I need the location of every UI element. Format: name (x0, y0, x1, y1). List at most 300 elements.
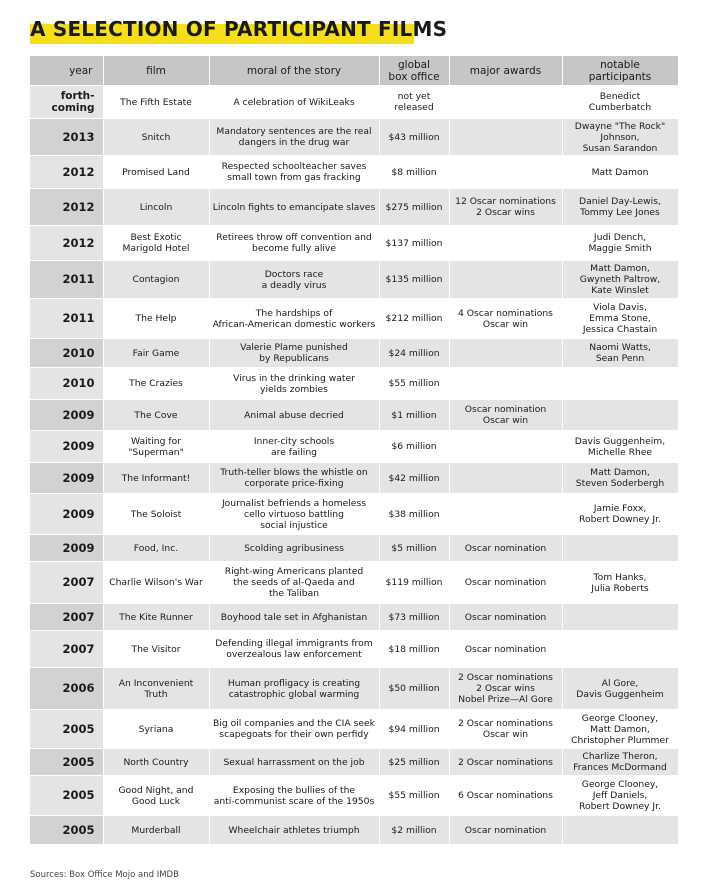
participants-cell-line: Matt Damon, (590, 467, 650, 478)
awards-cell-line: 2 Oscar nominations (458, 718, 553, 729)
table-row (30, 562, 678, 604)
table-row (30, 463, 678, 494)
table-row (30, 816, 678, 845)
box-office-cell-line: $73 million (388, 611, 440, 623)
year-cell-line: 2012 (62, 199, 95, 214)
participants-cell (562, 535, 678, 562)
moral-cell-line: Sexual harrassment on the job (223, 756, 365, 768)
film-cell (103, 299, 209, 339)
film-cell-line: Promised Land (122, 166, 190, 178)
year-cell (30, 226, 103, 261)
year-cell (30, 368, 103, 400)
film-cell-line: The Informant! (121, 472, 191, 484)
participants-cell (562, 86, 678, 119)
moral-cell-line: Big oil companies and the CIA seek (212, 718, 376, 729)
awards-cell-line: 6 Oscar nominations (458, 790, 553, 801)
film-cell (103, 816, 209, 845)
participants-cell (562, 368, 678, 400)
year-cell (30, 668, 103, 710)
year-cell-line: 2007 (62, 609, 95, 624)
moral-cell-line: Doctors race (264, 268, 324, 280)
year-cell-line: 2012 (62, 164, 95, 179)
table-row (30, 668, 678, 710)
participants-cell (562, 261, 678, 299)
box-office-cell-line: $137 million (385, 237, 443, 249)
film-cell-line: Fair Game (132, 347, 180, 359)
year-cell (30, 86, 103, 119)
awards-cell (449, 86, 562, 119)
box-office-cell (379, 156, 449, 189)
moral-cell (209, 494, 379, 535)
awards-cell-line: Nobel Prize—Al Gore (458, 694, 553, 705)
film-cell (103, 189, 209, 226)
participants-cell-line: Judi Dench, (593, 232, 647, 243)
box-office-cell (379, 339, 449, 368)
film-cell-line: Contagion (132, 274, 180, 285)
year-cell-line: 2005 (62, 754, 95, 769)
awards-cell (449, 463, 562, 494)
box-office-cell-line: $25 million (388, 756, 440, 768)
moral-cell (209, 431, 379, 463)
source-note: Sources: Box Office Mojo and IMDB (30, 870, 179, 880)
box-office-cell (379, 261, 449, 299)
moral-cell (209, 400, 379, 431)
table-row (30, 86, 678, 119)
participants-cell (562, 631, 678, 668)
year-cell (30, 339, 103, 368)
film-cell-line: Lincoln (139, 201, 173, 213)
table-row (30, 119, 678, 156)
moral-cell-line: A celebration of WikiLeaks (233, 96, 355, 108)
moral-cell-line: Animal abuse decried (244, 409, 344, 421)
participants-cell-line: George Clooney, (581, 712, 659, 724)
film-cell-line: Good Night, and (118, 784, 194, 796)
year-cell (30, 710, 103, 749)
box-office-cell (379, 816, 449, 845)
box-office-cell-line: $38 million (388, 508, 440, 520)
header-box-office (379, 56, 449, 86)
box-office-cell-line: $212 million (385, 313, 443, 324)
table-row (30, 368, 678, 400)
awards-cell-line: 2 Oscar wins (476, 207, 535, 218)
header-box-office-line: box office (388, 70, 440, 83)
box-office-cell-line: $6 million (391, 441, 437, 452)
box-office-cell-line: $50 million (388, 683, 440, 694)
participants-cell-line: Charlize Theron, (582, 751, 658, 762)
film-cell-line: The Soloist (130, 508, 182, 520)
table-row (30, 226, 678, 261)
film-cell-line: "Superman" (128, 446, 184, 458)
moral-cell-line: Exposing the bullies of the (232, 784, 356, 796)
participants-cell-line: George Clooney, (581, 779, 659, 790)
participants-cell (562, 463, 678, 494)
film-cell (103, 156, 209, 189)
moral-cell-line: social injustice (260, 519, 328, 531)
awards-cell-line: Oscar win (482, 729, 529, 740)
moral-cell-line: African-American domestic workers (212, 318, 376, 330)
moral-cell (209, 604, 379, 631)
awards-cell (449, 261, 562, 299)
year-cell-line: forth- (60, 90, 95, 102)
awards-cell-line: 2 Oscar wins (476, 683, 535, 694)
box-office-cell-line: $42 million (388, 472, 440, 484)
year-cell-line: 2012 (62, 235, 95, 250)
box-office-cell (379, 776, 449, 816)
film-cell-line: Murderball (131, 824, 181, 836)
film-cell-line: Good Luck (131, 795, 181, 807)
film-cell (103, 749, 209, 776)
moral-cell (209, 463, 379, 494)
year-cell (30, 119, 103, 156)
box-office-cell-line: $43 million (388, 131, 440, 143)
participants-cell (562, 156, 678, 189)
film-cell-line: Charlie Wilson's War (109, 577, 203, 588)
participants-cell (562, 776, 678, 816)
moral-cell-line: anti-communist scare of the 1950s (213, 795, 375, 807)
participants-cell (562, 226, 678, 261)
year-cell (30, 400, 103, 431)
awards-cell-line: Oscar nomination (464, 643, 547, 655)
participants-cell (562, 189, 678, 226)
participants-cell (562, 494, 678, 535)
awards-cell (449, 562, 562, 604)
header-moral-line: moral of the story (246, 64, 342, 77)
page-title: A SELECTION OF PARTICIPANT FILMS (30, 17, 448, 41)
box-office-cell (379, 368, 449, 400)
film-cell-line: Food, Inc. (133, 542, 179, 554)
moral-cell-line: Respected schoolteacher saves (221, 161, 367, 172)
moral-cell (209, 535, 379, 562)
film-cell-line: The Kite Runner (119, 611, 193, 623)
moral-cell (209, 189, 379, 226)
box-office-cell (379, 400, 449, 431)
header-year-line: year (69, 64, 93, 77)
film-cell-line: North Country (123, 756, 189, 768)
year-cell-line: 2009 (62, 470, 95, 485)
participants-cell (562, 562, 678, 604)
film-cell (103, 400, 209, 431)
year-cell-line: 2007 (62, 641, 95, 656)
box-office-cell-line: $2 million (391, 824, 437, 836)
awards-cell (449, 668, 562, 710)
table-row (30, 535, 678, 562)
header-participants-line: notable (600, 58, 640, 71)
participants-cell-line: Viola Davis, (593, 302, 647, 313)
awards-cell-line: Oscar nomination (464, 824, 547, 836)
year-cell-line: 2006 (62, 681, 95, 695)
box-office-cell (379, 226, 449, 261)
table-row (30, 400, 678, 431)
awards-cell (449, 400, 562, 431)
table-row (30, 261, 678, 299)
year-cell (30, 631, 103, 668)
year-cell-line: 2005 (62, 822, 95, 837)
box-office-cell (379, 189, 449, 226)
participants-cell-line: Jessica Chastain (582, 324, 658, 335)
moral-cell-line: The hardships of (255, 307, 333, 319)
film-cell-line: The Visitor (131, 643, 181, 655)
box-office-cell-line: $8 million (391, 166, 437, 178)
moral-cell-line: Journalist befriends a homeless (221, 497, 367, 509)
table-row (30, 604, 678, 631)
box-office-cell-line: $5 million (391, 542, 437, 554)
moral-cell-line: by Republicans (259, 353, 329, 364)
year-cell-line: 2007 (62, 575, 95, 589)
film-cell-line: Syriana (138, 723, 174, 735)
year-cell-line: 2011 (62, 272, 95, 286)
awards-cell-line: Oscar nomination (464, 404, 547, 415)
year-cell (30, 816, 103, 845)
film-cell (103, 604, 209, 631)
year-cell (30, 604, 103, 631)
moral-cell-line: Valerie Plame punished (240, 342, 348, 353)
film-cell-line: The Help (135, 313, 177, 324)
participants-cell-line: Jeff Daniels, (592, 790, 648, 801)
participants-cell-line: Davis Guggenheim, (574, 435, 666, 447)
table-row (30, 749, 678, 776)
awards-cell-line: 2 Oscar nominations (458, 672, 553, 683)
moral-cell-line: Truth-teller blows the whistle on (220, 467, 368, 478)
awards-cell-line: Oscar nomination (464, 542, 547, 554)
box-office-cell-line: $275 million (385, 201, 443, 213)
participants-cell (562, 749, 678, 776)
box-office-cell (379, 631, 449, 668)
header-year (30, 56, 103, 86)
awards-cell (449, 226, 562, 261)
moral-cell-line: the Taliban (268, 588, 320, 599)
film-cell-line: The Crazies (129, 378, 183, 389)
participants-cell-line: Maggie Smith (588, 243, 652, 254)
year-cell (30, 156, 103, 189)
participants-cell (562, 119, 678, 156)
moral-cell-line: become fully alive (251, 243, 337, 254)
moral-cell-line: Inner-city schools (253, 435, 335, 447)
moral-cell (209, 749, 379, 776)
moral-cell (209, 119, 379, 156)
awards-cell-line: 4 Oscar nominations (458, 307, 553, 319)
awards-cell (449, 431, 562, 463)
participants-cell-line: Steven Soderbergh (575, 478, 665, 489)
participants-cell-line: Matt Damon, (590, 263, 650, 274)
awards-cell (449, 631, 562, 668)
year-cell-line: 2011 (62, 311, 95, 325)
awards-cell-line: 2 Oscar nominations (458, 756, 553, 768)
table-row (30, 339, 678, 368)
awards-cell (449, 494, 562, 535)
moral-cell (209, 86, 379, 119)
box-office-cell-line: $119 million (385, 577, 443, 588)
box-office-cell-line: $24 million (388, 347, 440, 359)
films-table (30, 56, 679, 845)
participants-cell-line: Kate Winslet (591, 285, 649, 296)
year-cell (30, 189, 103, 226)
awards-cell (449, 776, 562, 816)
moral-cell-line: Virus in the drinking water (233, 372, 355, 384)
film-cell-line: An Inconvenient (118, 677, 194, 689)
year-cell (30, 299, 103, 339)
awards-cell (449, 749, 562, 776)
moral-cell-line: Defending illegal immigrants from (215, 638, 373, 649)
participants-cell-line: Robert Downey Jr. (579, 514, 661, 525)
moral-cell-line: Boyhood tale set in Afghanistan (220, 611, 368, 623)
table-row (30, 494, 678, 535)
film-cell-line: Best Exotic (130, 232, 182, 243)
moral-cell-line: Mandatory sentences are the real (216, 126, 372, 137)
moral-cell (209, 562, 379, 604)
box-office-cell (379, 119, 449, 156)
box-office-cell-line: $1 million (391, 409, 437, 421)
year-cell (30, 494, 103, 535)
film-cell (103, 226, 209, 261)
film-cell (103, 776, 209, 816)
moral-cell (209, 156, 379, 189)
participants-cell-line: Jamie Foxx, (593, 503, 647, 514)
participants-cell (562, 604, 678, 631)
moral-cell-line: the seeds of al-Qaeda and (233, 577, 355, 588)
awards-cell (449, 710, 562, 749)
film-cell-line: Waiting for (130, 435, 182, 447)
moral-cell (209, 226, 379, 261)
year-cell (30, 463, 103, 494)
header-moral (209, 56, 379, 86)
moral-cell-line: Retirees throw off convention and (216, 232, 372, 243)
participants-cell (562, 431, 678, 463)
participants-cell-line: Davis Guggenheim (576, 688, 664, 700)
year-cell-line: 2005 (62, 721, 95, 736)
participants-cell-line: Matt Damon, (590, 723, 650, 735)
page-title-block (30, 14, 447, 44)
moral-cell (209, 299, 379, 339)
moral-cell (209, 668, 379, 710)
moral-cell-line: Right-wing Americans planted (224, 566, 364, 577)
moral-cell-line: scapegoats for their own perfidy (219, 729, 369, 740)
participants-cell-line: Frances McDormand (573, 762, 667, 773)
participants-cell-line: Johnson, (600, 131, 640, 143)
moral-cell-line: catastrophic global warming (228, 688, 360, 700)
participants-cell-line: Al Gore, (601, 677, 639, 689)
header-film (103, 56, 209, 86)
table-header-row (30, 56, 678, 86)
year-cell (30, 776, 103, 816)
film-cell (103, 494, 209, 535)
box-office-cell (379, 535, 449, 562)
year-cell-line: 2005 (62, 788, 95, 802)
moral-cell-line: yields zombies (260, 383, 328, 395)
header-box-office-line: global (397, 58, 431, 71)
table-row (30, 431, 678, 463)
box-office-cell (379, 86, 449, 119)
box-office-cell-line: released (394, 102, 434, 113)
awards-cell-line: Oscar win (482, 415, 529, 426)
film-cell (103, 535, 209, 562)
participants-cell-line: Susan Sarandon (582, 142, 658, 154)
year-cell-line: 2009 (62, 439, 95, 453)
moral-cell (209, 368, 379, 400)
table-row (30, 189, 678, 226)
table-row (30, 776, 678, 816)
header-awards-line: major awards (469, 64, 542, 77)
awards-cell-line: Oscar win (482, 318, 529, 330)
participants-cell-line: Benedict (599, 91, 641, 102)
table-row (30, 710, 678, 749)
moral-cell-line: are failing (271, 446, 317, 458)
awards-cell (449, 535, 562, 562)
moral-cell (209, 816, 379, 845)
participants-cell (562, 339, 678, 368)
year-cell-line: 2009 (62, 506, 95, 521)
year-cell-line: 2010 (62, 345, 95, 360)
participants-cell-line: Robert Downey Jr. (579, 801, 661, 812)
awards-cell (449, 189, 562, 226)
film-cell-line: Snitch (141, 131, 171, 143)
moral-cell-line: small town from gas fracking (227, 172, 361, 183)
awards-cell (449, 368, 562, 400)
film-cell (103, 119, 209, 156)
participants-cell-line: Tom Hanks, (593, 571, 647, 583)
moral-cell-line: Human profligacy is creating (227, 677, 361, 689)
participants-cell (562, 668, 678, 710)
moral-cell-line: cello virtuoso battling (244, 508, 344, 520)
box-office-cell-line: $18 million (388, 643, 440, 655)
awards-cell (449, 119, 562, 156)
moral-cell (209, 631, 379, 668)
moral-cell-line: corporate price-fixing (244, 478, 344, 489)
moral-cell-line: overzealous law enforcement (226, 649, 362, 660)
moral-cell-line: Wheelchair athletes triumph (228, 824, 360, 836)
participants-cell-line: Tommy Lee Jones (580, 207, 660, 218)
table-row (30, 156, 678, 189)
participants-cell-line: Sean Penn (595, 353, 645, 364)
participants-cell (562, 400, 678, 431)
year-cell (30, 535, 103, 562)
participants-cell-line: Daniel Day-Lewis, (579, 196, 661, 207)
participants-cell-line: Matt Damon (591, 166, 649, 178)
year-cell (30, 562, 103, 604)
awards-cell (449, 299, 562, 339)
film-cell (103, 562, 209, 604)
moral-cell (209, 776, 379, 816)
film-cell-line: Marigold Hotel (122, 243, 190, 254)
participants-cell-line: Dwayne "The Rock" (574, 120, 666, 132)
awards-cell-line: Oscar nomination (464, 577, 547, 588)
participants-cell-line: Christopher Plummer (571, 734, 669, 746)
film-cell (103, 261, 209, 299)
moral-cell (209, 339, 379, 368)
box-office-cell (379, 494, 449, 535)
box-office-cell-line: $94 million (388, 723, 440, 735)
year-cell-line: 2009 (62, 540, 95, 555)
box-office-cell (379, 299, 449, 339)
participants-cell-line: Cumberbatch (588, 102, 652, 113)
film-cell-line: The Fifth Estate (120, 96, 192, 108)
box-office-cell (379, 604, 449, 631)
year-cell-line: 2013 (62, 129, 95, 144)
participants-cell-line: Gwyneth Paltrow, (579, 274, 661, 285)
year-cell-line: 2009 (62, 407, 95, 422)
header-participants-line: participants (588, 70, 652, 83)
film-cell-line: The Cove (134, 409, 178, 421)
moral-cell (209, 710, 379, 749)
year-cell (30, 431, 103, 463)
participants-cell (562, 816, 678, 845)
film-cell (103, 86, 209, 119)
participants-cell (562, 710, 678, 749)
film-cell-line: Truth (144, 688, 168, 700)
participants-cell-line: Naomi Watts, (589, 342, 651, 353)
box-office-cell-line: $55 million (388, 378, 440, 389)
moral-cell-line: dangers in the drug war (238, 137, 350, 148)
awards-cell (449, 156, 562, 189)
